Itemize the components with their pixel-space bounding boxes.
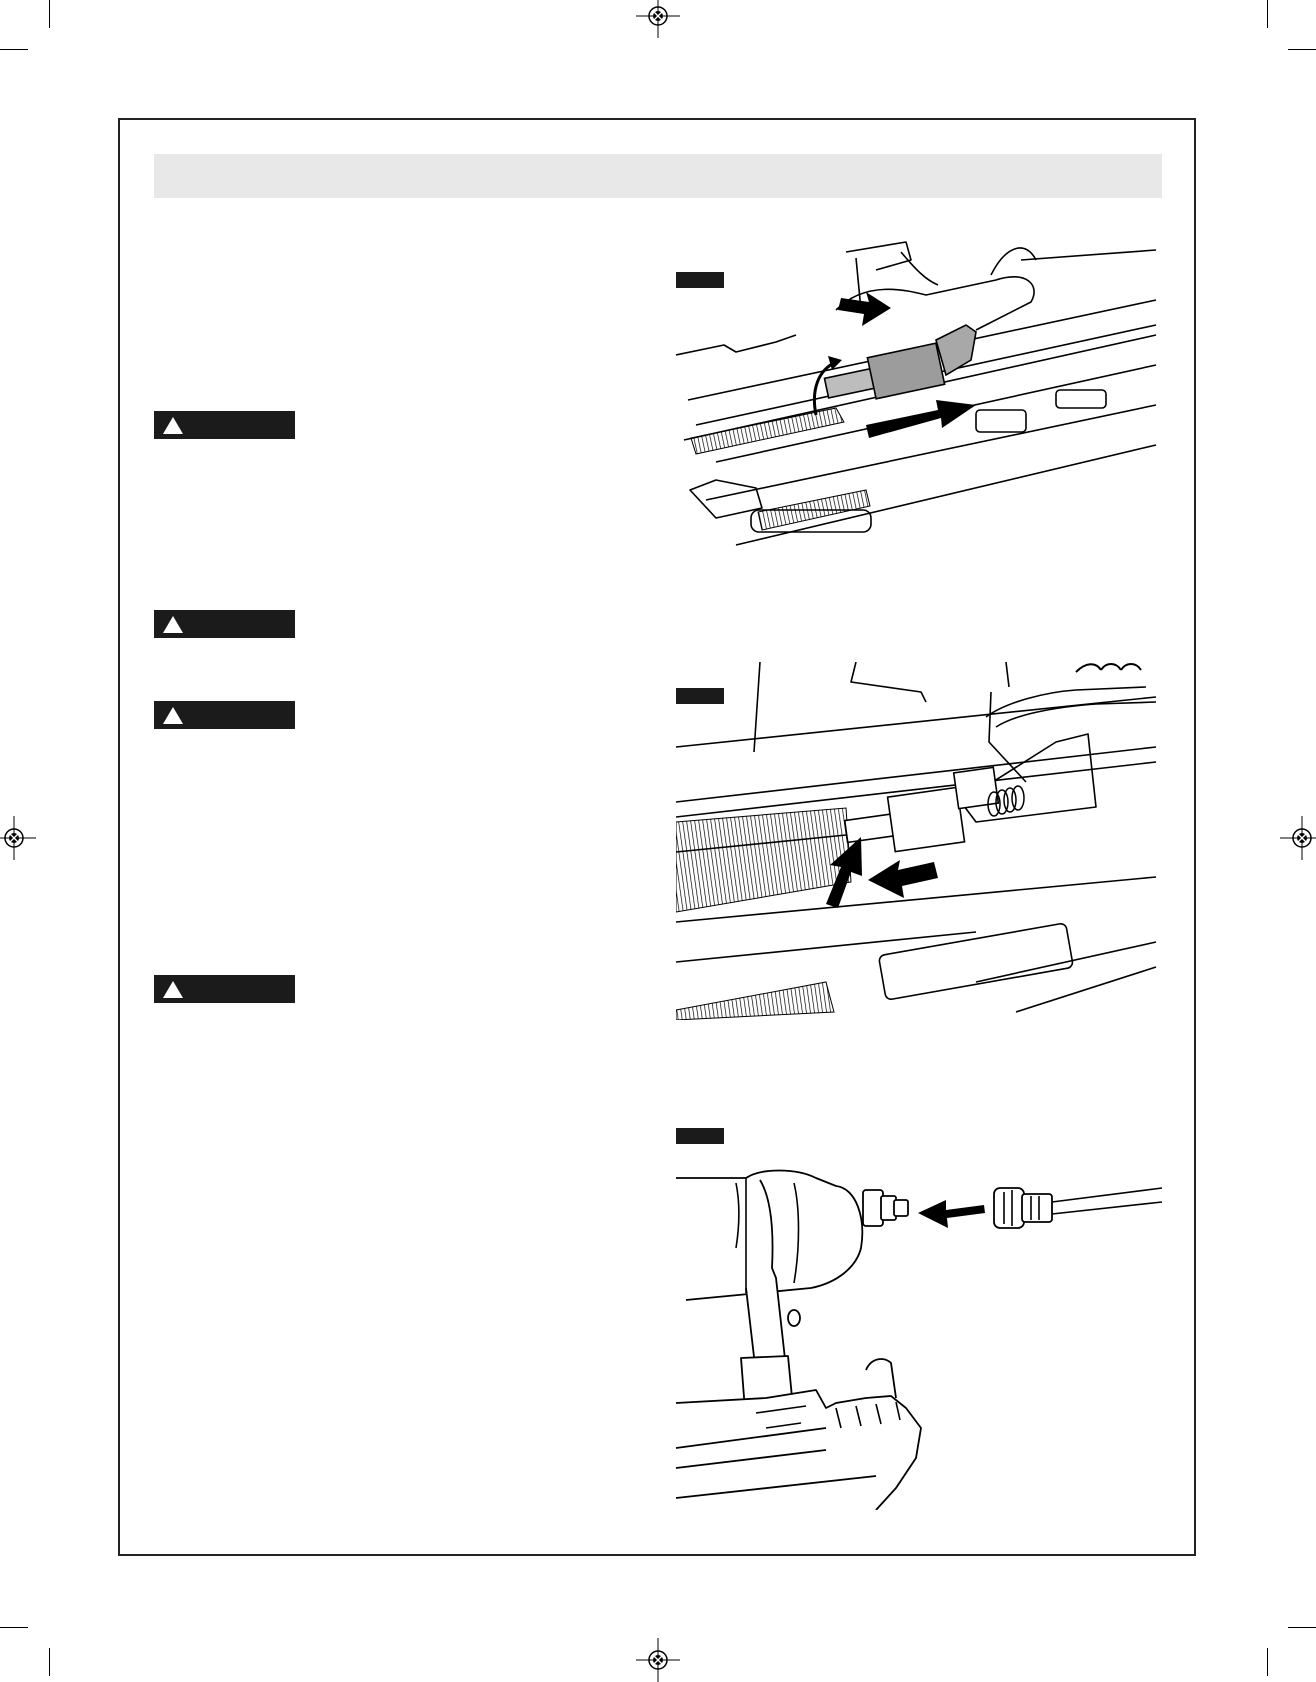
warning-triangle-icon: [162, 615, 184, 634]
magazine-pusher-illustration: [676, 240, 1162, 550]
crop-mark: [1288, 1627, 1316, 1628]
crop-mark: [0, 1627, 28, 1628]
warning-triangle-icon: [162, 706, 184, 725]
warning-triangle-icon: [162, 416, 184, 435]
warning-badge: [154, 701, 295, 729]
crop-mark: [49, 0, 50, 28]
warning-triangle-icon: [162, 980, 184, 999]
registration-mark-icon: [1280, 816, 1316, 860]
section-header-band: [154, 154, 1162, 198]
figure-tag: [676, 1128, 724, 1144]
registration-mark-icon: [636, 0, 680, 38]
warning-badge: [154, 411, 295, 439]
air-hose-coupler-illustration: [676, 1158, 1162, 1510]
registration-mark-icon: [636, 1638, 680, 1682]
warning-badge: [154, 610, 295, 638]
crop-mark: [0, 49, 28, 50]
crop-mark: [1288, 49, 1316, 50]
crop-mark: [49, 1648, 50, 1676]
crop-mark: [1267, 0, 1268, 28]
registration-mark-icon: [0, 816, 36, 860]
crop-mark: [1267, 1648, 1268, 1676]
warning-badge: [154, 975, 295, 1003]
magazine-spring-follower-illustration: [676, 662, 1162, 1020]
